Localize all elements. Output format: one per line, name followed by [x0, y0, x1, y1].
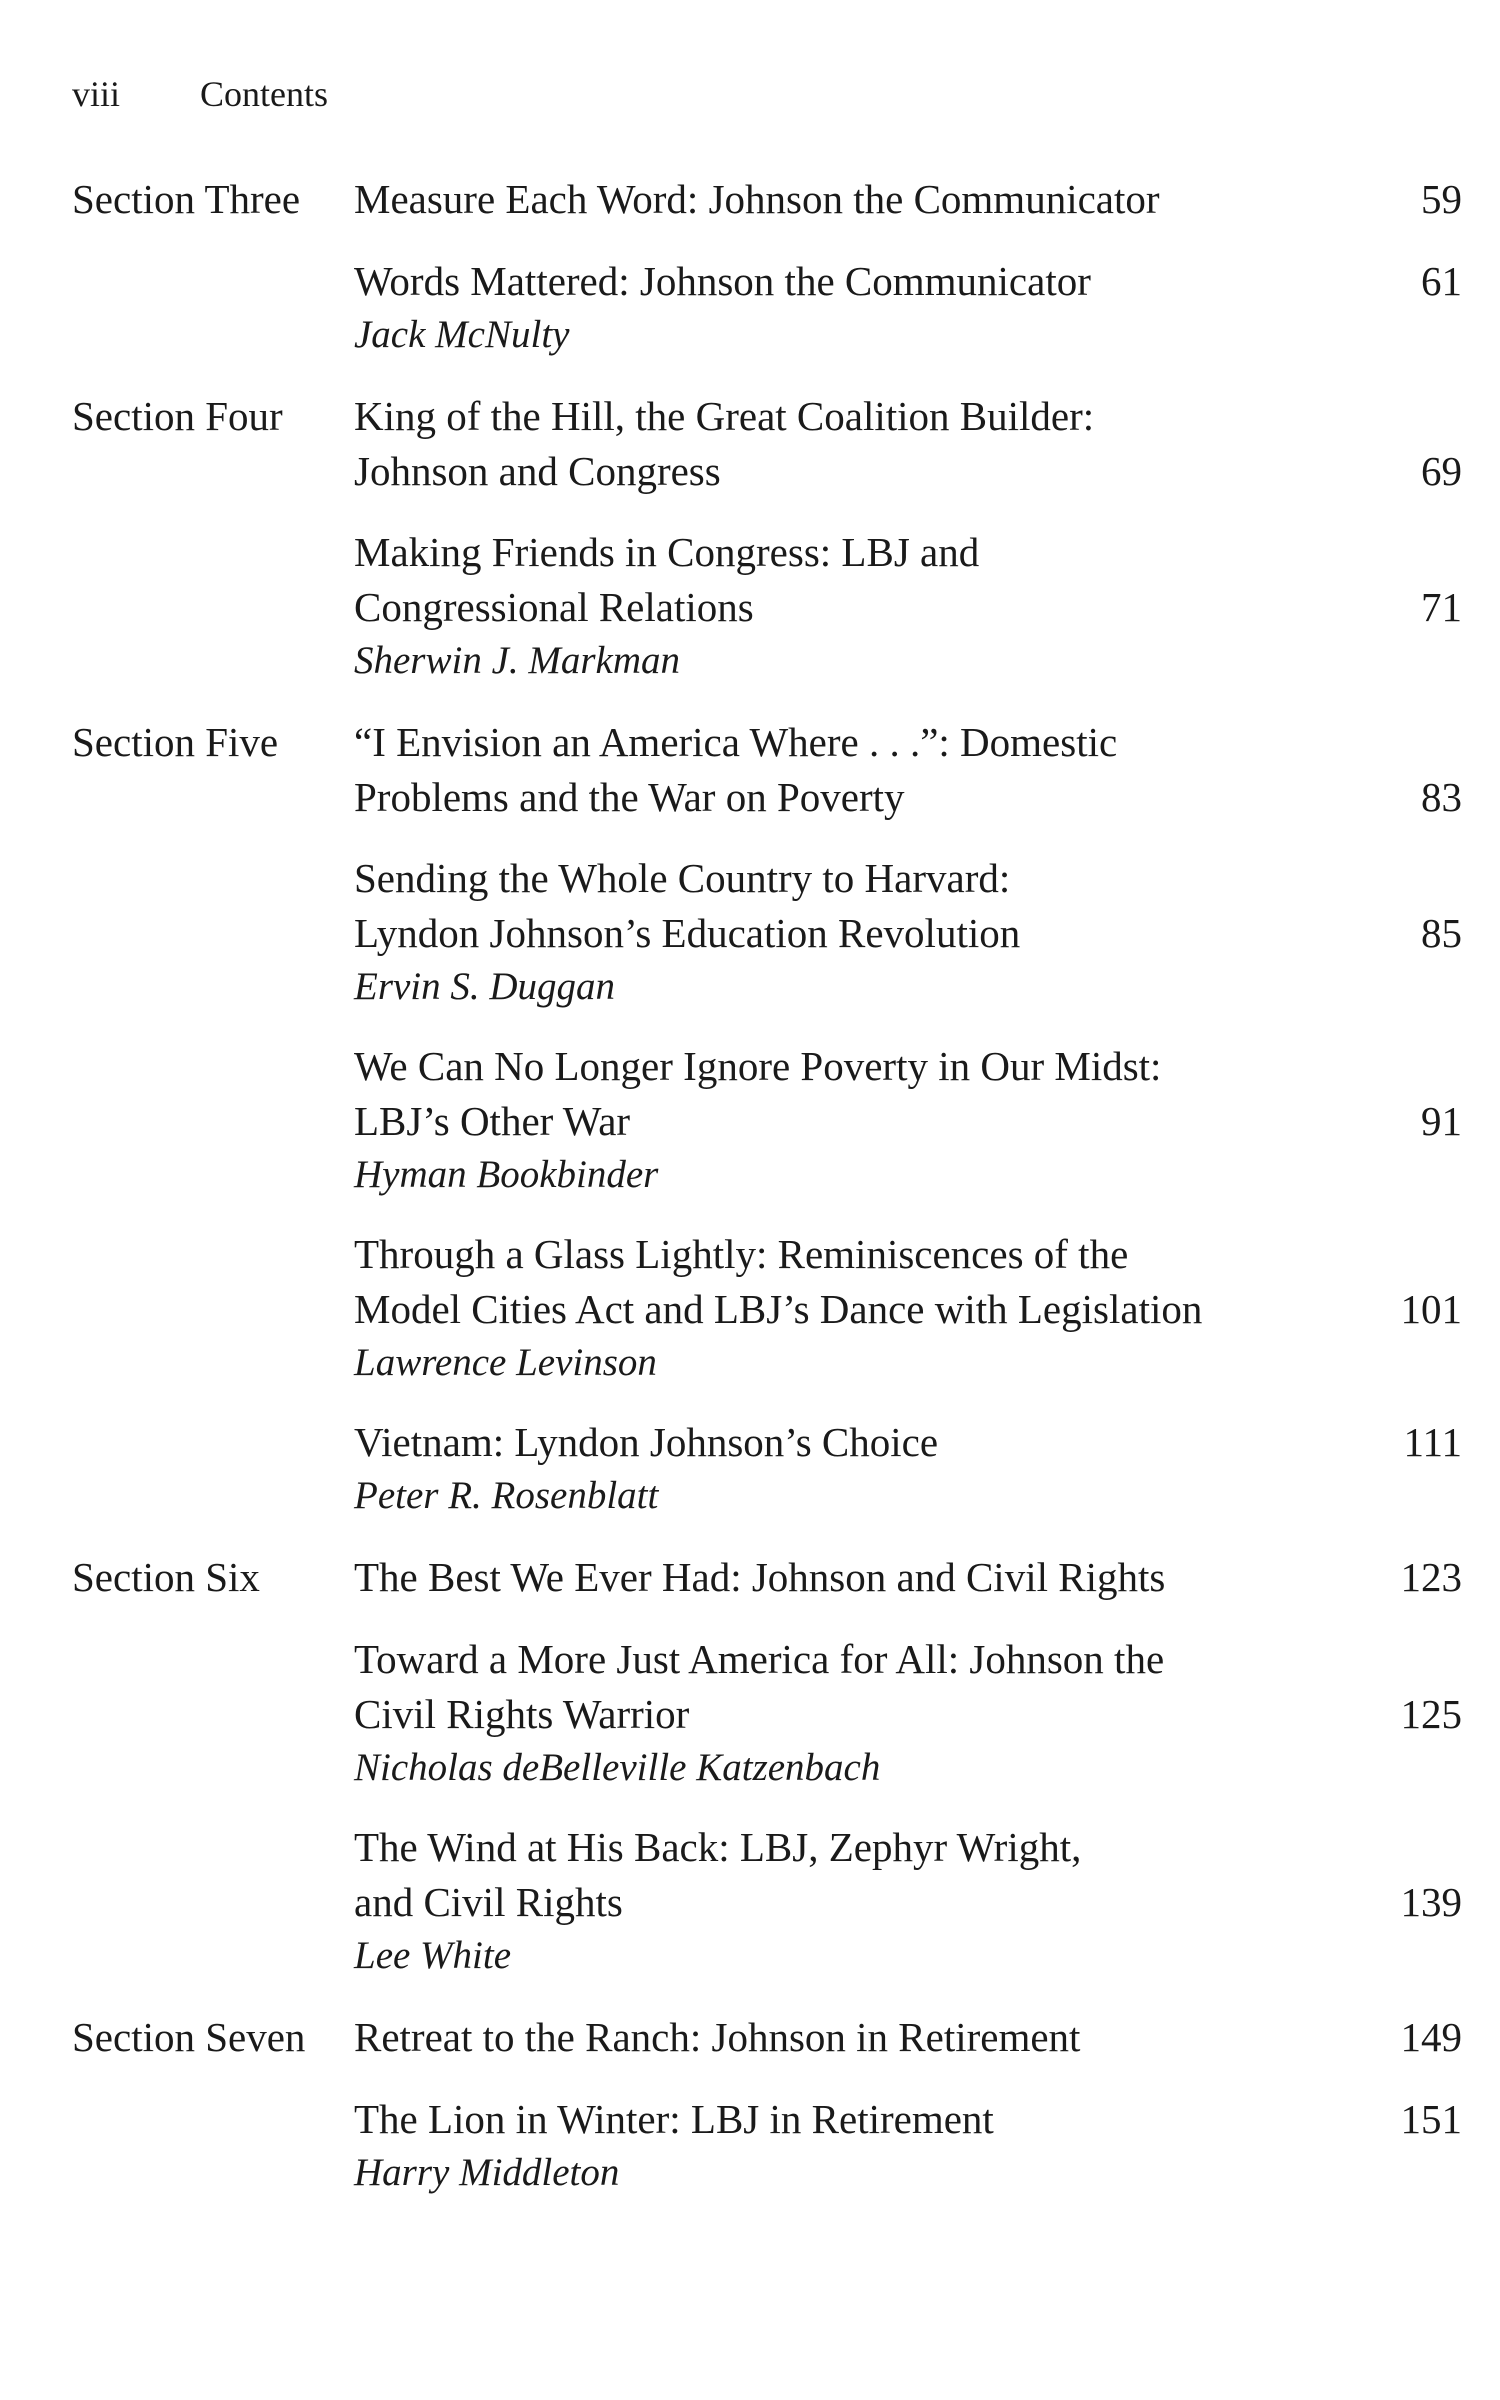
- section-label: Section Four: [72, 393, 283, 439]
- chapter-title: The Best We Ever Had: Johnson and Civil Rights: [354, 1554, 1166, 1600]
- entry-body: [354, 172, 1462, 227]
- entry-body: [354, 2092, 1462, 2199]
- chapter-author: Jack McNulty: [354, 313, 570, 356]
- page-number: 125: [1400, 1691, 1462, 1737]
- page-number: 149: [1400, 2014, 1462, 2060]
- toc-entry[interactable]: [72, 389, 1462, 499]
- entry-body: [354, 851, 1462, 1013]
- chapter-author: Hyman Bookbinder: [354, 1153, 659, 1196]
- chapter-title: King of the Hill, the Great Coalition Builder: Johnson and Congress: [354, 393, 1095, 494]
- toc-entry[interactable]: [72, 1227, 1462, 1389]
- chapter-title: Making Friends in Congress: LBJ and Congressional Relations: [354, 529, 980, 630]
- chapter-title: Measure Each Word: Johnson the Communicator: [354, 176, 1160, 222]
- entry-body: [354, 715, 1462, 825]
- section-label: Section Six: [72, 1554, 260, 1600]
- chapter-author: Lee White: [354, 1934, 512, 1977]
- toc-entry[interactable]: [72, 172, 1462, 228]
- section-label: Section Seven: [72, 2014, 306, 2060]
- page-number: 71: [1421, 584, 1462, 630]
- chapter-title: Toward a More Just America for All: Johnson the Civil Rights Warrior: [354, 1636, 1165, 1737]
- section-label: Section Three: [72, 176, 301, 222]
- toc-entry[interactable]: [72, 525, 1462, 687]
- entry-body: [354, 2010, 1462, 2065]
- running-head-title: Contents: [200, 74, 329, 114]
- entry-body: [354, 254, 1462, 361]
- toc-entry[interactable]: [72, 1415, 1462, 1522]
- toc-entry[interactable]: [72, 2010, 1462, 2066]
- entry-body: [354, 1039, 1462, 1201]
- chapter-author: Harry Middleton: [354, 2151, 620, 2194]
- toc-entry[interactable]: [72, 1039, 1462, 1201]
- page-number: 151: [1400, 2096, 1462, 2142]
- chapter-author: Sherwin J. Markman: [354, 639, 681, 682]
- chapter-title: Sending the Whole Country to Harvard: Lyndon Johnson’s Education Revolution: [354, 855, 1021, 956]
- chapter-title: Retreat to the Ranch: Johnson in Retirement: [354, 2014, 1081, 2060]
- running-head: [72, 72, 328, 116]
- chapter-author: Nicholas deBelleville Katzenbach: [354, 1746, 881, 1789]
- entry-body: [354, 1227, 1462, 1389]
- toc-entry[interactable]: [72, 1820, 1462, 1982]
- toc-entry[interactable]: [72, 851, 1462, 1013]
- page-number: 139: [1400, 1879, 1462, 1925]
- section-label: Section Five: [72, 719, 279, 765]
- chapter-author: Lawrence Levinson: [354, 1341, 657, 1384]
- page-number: 59: [1421, 176, 1462, 222]
- chapter-title: Through a Glass Lightly: Reminiscences of the Model Cities Act and LBJ’s Dance with Legislation: [354, 1231, 1203, 1332]
- page-number: 83: [1421, 774, 1462, 820]
- entry-body: [354, 1415, 1462, 1522]
- table-of-contents: [72, 172, 1462, 2199]
- chapter-author: Peter R. Rosenblatt: [354, 1474, 659, 1517]
- toc-entry[interactable]: [72, 254, 1462, 361]
- chapter-author: Ervin S. Duggan: [354, 965, 616, 1008]
- page-number: 123: [1400, 1554, 1462, 1600]
- toc-entry[interactable]: [72, 2092, 1462, 2199]
- chapter-title: Words Mattered: Johnson the Communicator: [354, 258, 1091, 304]
- toc-entry[interactable]: [72, 1632, 1462, 1794]
- page-number: 85: [1421, 910, 1462, 956]
- page-number: 91: [1421, 1098, 1462, 1144]
- chapter-title: The Wind at His Back: LBJ, Zephyr Wright, and Civil Rights: [354, 1824, 1082, 1925]
- page-folio: viii: [72, 74, 121, 114]
- entry-body: [354, 525, 1462, 687]
- entry-body: [354, 1550, 1462, 1605]
- toc-entry[interactable]: [72, 715, 1462, 825]
- chapter-title: “I Envision an America Where . . .”: Domestic Problems and the War on Poverty: [354, 719, 1118, 820]
- chapter-title: The Lion in Winter: LBJ in Retirement: [354, 2096, 994, 2142]
- entry-body: [354, 1820, 1462, 1982]
- chapter-title: We Can No Longer Ignore Poverty in Our Midst: LBJ’s Other War: [354, 1043, 1162, 1144]
- page-number: 69: [1421, 448, 1462, 494]
- entry-body: [354, 389, 1462, 499]
- page-number: 101: [1400, 1286, 1462, 1332]
- page-number: 111: [1403, 1419, 1462, 1465]
- entry-body: [354, 1632, 1462, 1794]
- toc-entry[interactable]: [72, 1550, 1462, 1606]
- chapter-title: Vietnam: Lyndon Johnson’s Choice: [354, 1419, 939, 1465]
- page-number: 61: [1421, 258, 1462, 304]
